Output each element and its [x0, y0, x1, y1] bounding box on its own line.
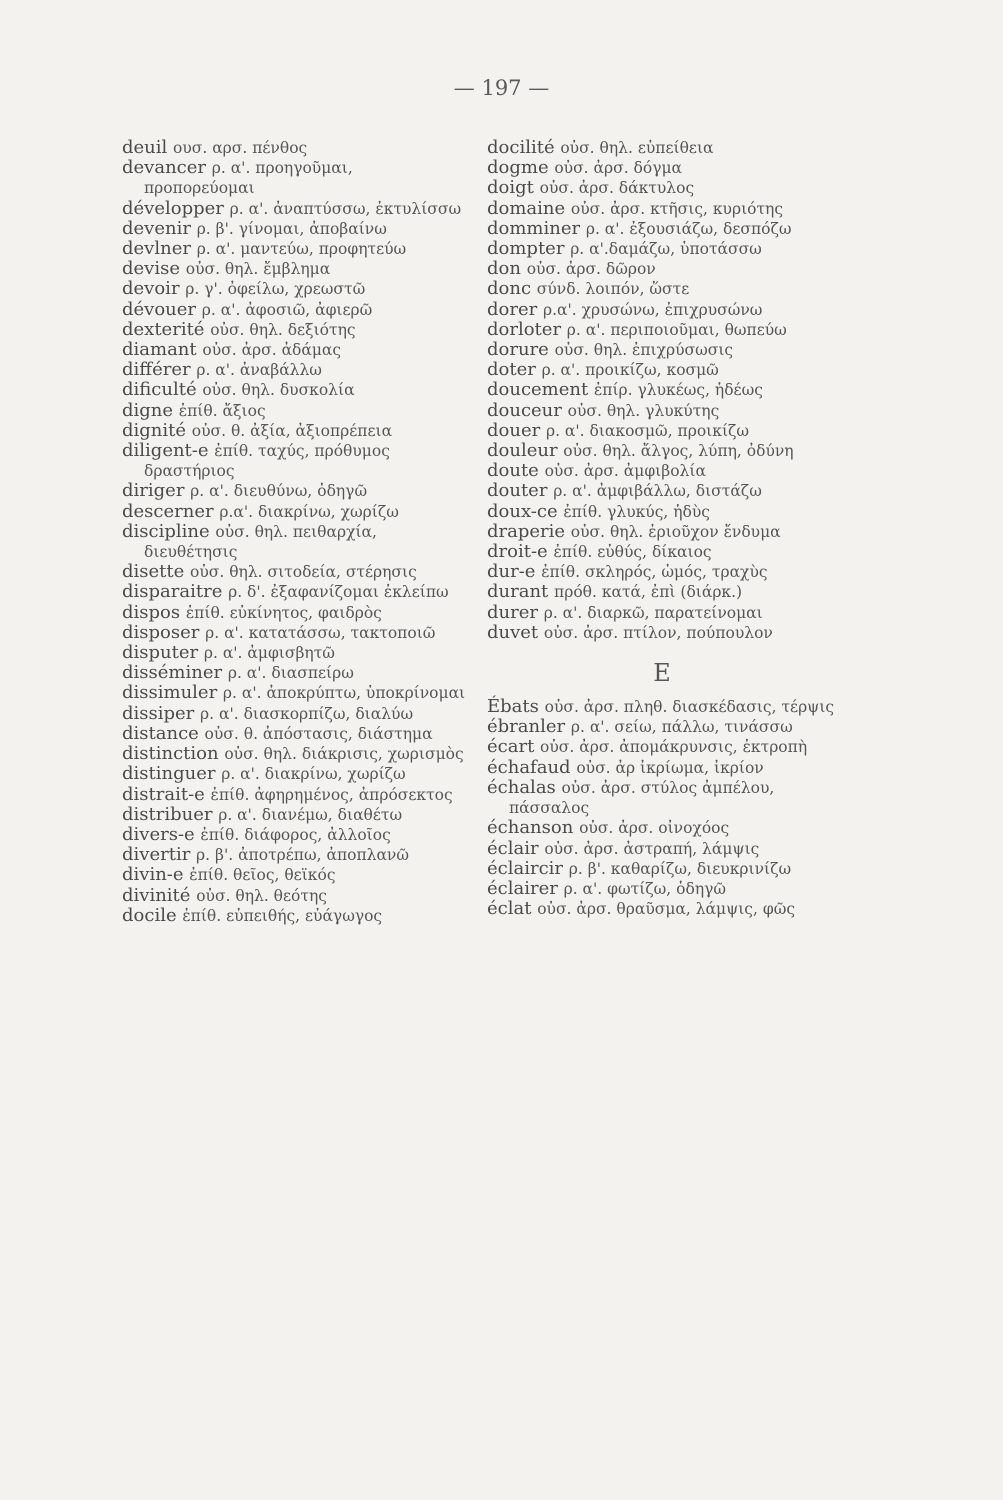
entry-translation: ρ. α'. διαρκῶ, παρατείνομαι [543, 603, 763, 622]
entry-translation: οὐσ. ἀρσ. δόγμα [554, 159, 683, 178]
dictionary-entry [122, 845, 467, 865]
entry-translation: οὐσ. θηλ. διάκρισις, χωρισμὸς [224, 745, 464, 764]
entry-headword: distribuer [122, 803, 213, 825]
dictionary-entry [122, 279, 467, 299]
entry-translation: ρ. α'. ἀφοσιῶ, ἀφιερῶ [201, 300, 373, 319]
entry-headword: distance [122, 722, 199, 744]
entry-translation: ρ. α'. ἀναπτύσσω, ἐκτυλίσσω [229, 199, 462, 218]
dictionary-entry [487, 300, 837, 320]
entry-headword: Ébats [487, 696, 539, 718]
entry-translation: σύνδ. λοιπόν, ὥστε [536, 280, 690, 299]
entry-translation: οὐσ. θηλ. δυσκολία [202, 381, 355, 400]
entry-headword: dorer [487, 298, 538, 320]
dictionary-entry [122, 340, 467, 360]
right-column [487, 138, 837, 919]
entry-translation: ρ.α'. χρυσώνω, ἐπιχρυσώνω [542, 300, 763, 319]
dictionary-entry [487, 778, 837, 818]
entry-headword: dur-e [487, 561, 536, 583]
entry-translation: ρ. α'. σείω, πάλλω, τινάσσω [570, 718, 793, 737]
entry-headword: dificulté [122, 379, 197, 401]
dictionary-entry [487, 360, 837, 380]
entry-headword: devoir [122, 278, 180, 300]
dictionary-entry [487, 199, 837, 219]
entry-translation: οὐσ. ἀρσ. στύλος ἀμπέλου, πάσσαλος [509, 778, 775, 818]
dictionary-entry [122, 582, 467, 602]
entry-headword: doter [487, 359, 536, 381]
dictionary-entry [487, 178, 837, 198]
entry-headword: diligent-e [122, 440, 209, 462]
entry-translation: ἐπίθ. σκληρός, ὠμός, τραχὺς [541, 563, 768, 582]
dictionary-entry [122, 764, 467, 784]
entry-translation: ρ. δ'. ἐξαφανίζομαι ἐκλείπω [228, 583, 449, 602]
dictionary-entry [122, 138, 467, 158]
entry-headword: écart [487, 736, 535, 758]
dictionary-entry [487, 239, 837, 259]
entry-headword: divinité [122, 884, 191, 906]
dictionary-entry [487, 461, 837, 481]
dictionary-entry [122, 744, 467, 764]
entry-translation: οὐσ. ἀρσ. ἀπομάκρυνσις, ἐκτροπὴ [540, 738, 808, 757]
entry-headword: ébranler [487, 716, 566, 738]
dictionary-entry [487, 603, 837, 623]
entry-headword: durant [487, 581, 549, 603]
entry-headword: descerner [122, 500, 214, 522]
entries-d-continued [487, 138, 837, 643]
entry-translation: οὐσ. ἀρσ. δάκτυλος [539, 179, 695, 198]
entry-translation: οὐσ. ἀρσ. ἀδάμας [202, 341, 342, 360]
entry-translation: ἐπίθ. ταχύς, πρόθυμος δραστήριος [144, 442, 390, 481]
entry-translation: ρ. α'. ἀμφισβητῶ [203, 644, 335, 663]
dictionary-entry [122, 886, 467, 906]
entry-translation: οὐσ. θηλ. ἐπιχρύσωσις [554, 341, 734, 360]
dictionary-entry [487, 138, 837, 158]
dictionary-entry [487, 340, 837, 360]
dictionary-entry [122, 158, 467, 198]
dictionary-entry [487, 279, 837, 299]
entry-translation: ρ. α'. φωτίζω, ὁδηγῶ [563, 879, 727, 898]
entry-headword: éclaircir [487, 857, 564, 879]
entry-translation: ρ. α'. περιποιοῦμαι, θωπεύω [566, 320, 787, 339]
dictionary-entry [122, 683, 467, 703]
dictionary-entry [487, 219, 837, 239]
entry-translation: πρόθ. κατά, ἐπὶ (διάρκ.) [554, 583, 743, 602]
entry-translation: ἐπίθ. εὐκίνητος, φαιδρὸς [185, 603, 382, 622]
entry-headword: développer [122, 197, 224, 219]
entry-headword: dogme [487, 157, 549, 179]
entry-translation: ρ. α'. ἀποκρύπτω, ὑποκρίνομαι [222, 684, 466, 703]
entry-headword: dorure [487, 339, 549, 361]
entry-translation: ἐπίθ. ἀφηρημένος, ἀπρόσεκτος [210, 785, 453, 804]
entry-headword: échanson [487, 817, 574, 839]
entry-translation: ἐπίθ. εὐθύς, δίκαιος [553, 543, 712, 562]
entry-headword: dévouer [122, 298, 197, 320]
dictionary-entry [487, 502, 837, 522]
entry-headword: douer [487, 419, 541, 441]
entry-headword: doute [487, 460, 539, 482]
entry-translation: ρ. γ'. ὀφείλω, χρεωστῶ [185, 280, 366, 299]
entry-headword: douceur [487, 399, 562, 421]
entry-translation: οὐσ. θ. ἀξία, ἀξιοπρέπεια [191, 421, 393, 440]
dictionary-entry [122, 320, 467, 340]
entry-headword: devlner [122, 238, 191, 260]
dictionary-entry [122, 663, 467, 683]
dictionary-entry [122, 603, 467, 623]
entry-translation: ρ. β'. ἀποτρέπω, ἀποπλανῶ [196, 846, 409, 865]
dictionary-entry [487, 259, 837, 279]
entry-translation: ρ. α'. διακοσμῶ, προικίζω [545, 421, 750, 440]
dictionary-entry [487, 818, 837, 838]
entry-headword: distrait-e [122, 783, 205, 805]
dictionary-entry [487, 441, 837, 461]
entry-headword: disposer [122, 621, 200, 643]
entry-headword: dexterité [122, 318, 205, 340]
entry-translation: ρ. α'. κατατάσσω, τακτοποιῶ [205, 623, 436, 642]
entry-translation: ρ. α'. προικίζω, κοσμῶ [541, 361, 719, 380]
entry-headword: dispos [122, 601, 181, 623]
entry-headword: divers-e [122, 823, 195, 845]
entry-translation: ουσ. αρσ. πένθος [173, 139, 308, 157]
entry-headword: éclair [487, 837, 539, 859]
entry-headword: docilité [487, 137, 555, 158]
dictionary-entry [122, 805, 467, 825]
entry-translation: ρ. α'. ἀναβάλλω [196, 361, 322, 380]
dictionary-entry [487, 899, 837, 919]
entry-headword: digne [122, 399, 174, 421]
entry-headword: draperie [487, 520, 566, 542]
entry-headword: douter [487, 480, 548, 502]
dictionary-entry [487, 717, 837, 737]
entries-e [487, 697, 837, 919]
dictionary-entry [122, 906, 467, 926]
entry-translation: ρ. α'. ἐξουσιάζω, δεσπόζω [585, 219, 792, 238]
entry-translation: οὐσ. θηλ. πειθαρχία, διευθέτησις [144, 522, 377, 562]
entry-headword: éclairer [487, 877, 558, 899]
entry-headword: domaine [487, 197, 566, 219]
dictionary-entry [487, 582, 837, 602]
entry-headword: dompter [487, 238, 565, 260]
entry-translation: ἐπίρ. γλυκέως, ἡδέως [593, 381, 763, 400]
entry-headword: divertir [122, 844, 191, 866]
entry-translation: ρ. α'. διασκορπίζω, διαλύω [200, 704, 414, 723]
entry-headword: échafaud [487, 756, 571, 778]
entry-headword: docile [122, 904, 177, 926]
entry-translation: ρ. α'. ἀμφιβάλλω, διστάζω [553, 482, 762, 501]
entry-translation: οὐσ. θηλ. σιτοδεία, στέρησις [190, 563, 417, 582]
entry-translation: ρ. β'. καθαρίζω, διευκρινίζω [568, 859, 792, 878]
entry-headword: droit-e [487, 541, 548, 563]
entry-headword: devenir [122, 217, 191, 239]
dictionary-entry [487, 737, 837, 757]
dictionary-entry [487, 401, 837, 421]
entry-translation: ἐπίθ. γλυκύς, ἡδὺς [563, 502, 710, 521]
entry-headword: dignité [122, 419, 187, 441]
dictionary-entry [487, 542, 837, 562]
entry-headword: doigt [487, 177, 534, 199]
entry-translation: οὐσ. ἀρσ. οἰνοχόος [579, 819, 730, 838]
entry-headword: échalas [487, 776, 556, 798]
dictionary-entry [487, 859, 837, 879]
dictionary-entry [122, 825, 467, 845]
dictionary-entry [487, 839, 837, 859]
dictionary-entry [487, 562, 837, 582]
entry-headword: disputer [122, 642, 199, 664]
entry-headword: douleur [487, 440, 558, 462]
dictionary-entry [487, 623, 837, 643]
dictionary-entry [122, 199, 467, 219]
dictionary-entry [122, 401, 467, 421]
dictionary-entry [487, 697, 837, 717]
entry-translation: οὐσ. θηλ. εὐπείθεια [560, 139, 714, 157]
dictionary-entry [122, 522, 467, 562]
dictionary-entry [122, 360, 467, 380]
dictionary-entry [122, 259, 467, 279]
dictionary-entry [487, 879, 837, 899]
entry-headword: devise [122, 258, 180, 280]
entry-translation: ρ. α'. προηγοῦμαι, προπορεύομαι [144, 159, 353, 198]
dictionary-entry [122, 239, 467, 259]
entry-headword: différer [122, 359, 191, 381]
dictionary-entry [122, 380, 467, 400]
dictionary-entry [122, 219, 467, 239]
entry-headword: distinction [122, 743, 219, 765]
dictionary-entry [122, 441, 467, 481]
dictionary-entry [122, 865, 467, 885]
dictionary-entry [122, 724, 467, 744]
dictionary-entry [122, 623, 467, 643]
entry-translation: ρ. β'. γίνομαι, ἀποβαίνω [196, 219, 387, 238]
entry-headword: deuil [122, 137, 168, 158]
entry-translation: ρ. α'. διασπείρω [227, 664, 354, 683]
dictionary-entry [122, 562, 467, 582]
entry-headword: donc [487, 278, 532, 300]
entry-headword: don [487, 258, 521, 280]
dictionary-entry [122, 643, 467, 663]
entry-translation: οὐσ. ἀρσ. πληθ. διασκέδασις, τέρψις [544, 698, 835, 717]
entry-headword: disséminer [122, 662, 223, 684]
dictionary-entry [487, 380, 837, 400]
entry-translation: οὐσ. θηλ. ἔμβλημα [185, 260, 331, 279]
entry-translation: οὐσ. ἀρσ. δῶρον [526, 260, 656, 279]
entry-translation: ρ. α'. διευθύνω, ὁδηγῶ [190, 482, 368, 501]
entry-translation: οὐσ. ἀρσ. ἀμφιβολία [544, 462, 706, 481]
entry-headword: diamant [122, 339, 197, 361]
entry-translation: ρ. α'.δαμάζω, ὑποτάσσω [570, 240, 762, 259]
entry-headword: duvet [487, 621, 539, 643]
entry-headword: dissiper [122, 702, 195, 724]
dictionary-entry [487, 421, 837, 441]
entry-translation: οὐσ. ἀρσ. θραῦσμα, λάμψις, φῶς [537, 900, 796, 919]
entry-translation: οὐσ. ἀρσ. ἀστραπή, λάμψις [544, 839, 760, 858]
left-column [122, 138, 467, 926]
entry-translation: ρ.α'. διακρίνω, χωρίζω [219, 502, 399, 521]
entry-translation: ρ. α'. διανέμω, διαθέτω [218, 805, 403, 824]
section-letter-heading: E [653, 659, 671, 688]
entry-translation: οὐσ. θηλ. δεξιότης [210, 320, 356, 339]
entry-headword: durer [487, 601, 538, 623]
entry-translation: ἐπίθ. εὐπειθής, εὐάγωγος [182, 906, 383, 925]
entry-headword: divin-e [122, 864, 184, 886]
entry-headword: discipline [122, 520, 210, 542]
dictionary-entry [122, 300, 467, 320]
page-number: — 197 — [453, 76, 550, 100]
entry-translation: ἐπίθ. θεῖος, θεϊκός [189, 866, 336, 885]
dictionary-entry [122, 785, 467, 805]
entry-translation: ρ. α'. διακρίνω, χωρίζω [221, 765, 406, 784]
dictionary-entry [122, 704, 467, 724]
entry-translation: οὐσ. θ. ἀπόστασις, διάστημα [204, 724, 433, 743]
entry-headword: doucement [487, 379, 589, 401]
dictionary-entry [122, 481, 467, 501]
entry-headword: dorloter [487, 318, 562, 340]
entry-translation: ἐπίθ. ἄξιος [178, 401, 266, 420]
dictionary-entry [487, 158, 837, 178]
entry-headword: distinguer [122, 763, 216, 785]
entry-translation: οὐσ. θηλ. ἐριοῦχον ἔνδυμα [570, 522, 781, 541]
entry-headword: dissimuler [122, 682, 218, 704]
dictionary-entry [487, 320, 837, 340]
entry-headword: domminer [487, 217, 581, 239]
entry-headword: disette [122, 561, 185, 583]
entry-headword: disparaitre [122, 581, 223, 603]
entry-translation: ἐπίθ. διάφορος, ἀλλοῖος [200, 825, 391, 844]
entry-translation: οὐσ. ἀρσ. κτῆσις, κυριότης [570, 199, 784, 218]
entry-translation: οὐσ. θηλ. ἄλγος, λύπη, ὀδύνη [563, 442, 794, 461]
dictionary-entry [487, 481, 837, 501]
entry-translation: οὐσ. ἀρσ. πτίλον, πούπουλον [543, 623, 773, 642]
dictionary-entry [122, 421, 467, 441]
entry-headword: éclat [487, 898, 532, 920]
dictionary-entry [487, 758, 837, 778]
entry-translation: οὐσ. θηλ. γλυκύτης [567, 401, 720, 420]
entry-headword: doux-ce [487, 500, 558, 522]
dictionary-entry [487, 522, 837, 542]
entry-headword: devancer [122, 157, 207, 179]
entry-translation: ρ. α'. μαντεύω, προφητεύω [196, 240, 407, 259]
entry-translation: οὐσ. θηλ. θεότης [196, 886, 327, 905]
dictionary-entry [122, 502, 467, 522]
entry-headword: diriger [122, 480, 185, 502]
entry-translation: οὐσ. ἀρ ἰκρίωμα, ἰκρίον [576, 758, 764, 777]
